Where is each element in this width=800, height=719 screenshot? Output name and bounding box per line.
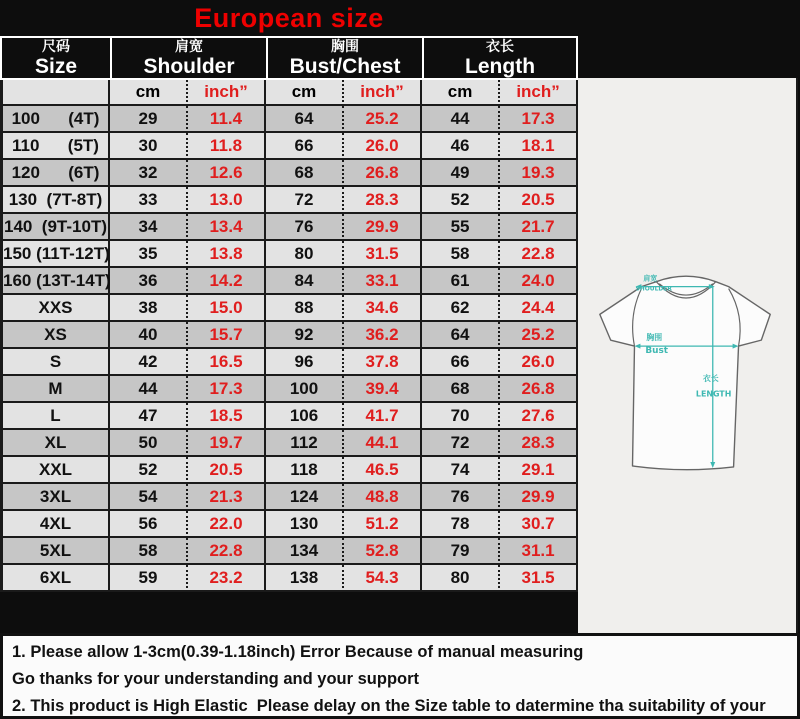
inch-value: 54.3	[344, 565, 422, 592]
inch-value: 20.5	[188, 457, 266, 484]
inch-value: 41.7	[344, 403, 422, 430]
size-label: S	[0, 349, 110, 376]
size-label: 140 (9T-10T)	[0, 214, 110, 241]
cm-value: 138	[266, 565, 344, 592]
unit-bust-cm: cm	[266, 80, 344, 106]
inch-value: 30.7	[500, 511, 578, 538]
cm-value: 38	[110, 295, 188, 322]
inch-value: 34.6	[344, 295, 422, 322]
inch-value: 26.0	[500, 349, 578, 376]
size-label: 4XL	[0, 511, 110, 538]
inch-value: 13.0	[188, 187, 266, 214]
column-header-length-en: Length	[465, 55, 536, 78]
cm-value: 34	[110, 214, 188, 241]
cm-value: 100	[266, 376, 344, 403]
unit-length-inch: inch”	[500, 80, 578, 106]
inch-value: 29.1	[500, 457, 578, 484]
column-header-shoulder-zh: 肩宽	[175, 38, 203, 54]
cm-value: 42	[110, 349, 188, 376]
cm-value: 50	[110, 430, 188, 457]
bust-label-zh: 胸围	[646, 333, 663, 343]
cm-value: 44	[110, 376, 188, 403]
unit-blank-cell	[0, 80, 110, 106]
cm-value: 76	[266, 214, 344, 241]
cm-value: 68	[422, 376, 500, 403]
shoulder-label-zh: 肩宽	[643, 274, 658, 283]
cm-value: 134	[266, 538, 344, 565]
header-row	[0, 36, 578, 80]
size-label: 6XL	[0, 565, 110, 592]
inch-value: 21.3	[188, 484, 266, 511]
inch-value: 23.2	[188, 565, 266, 592]
measurement-diagram-panel	[578, 78, 798, 633]
cm-value: 130	[266, 511, 344, 538]
inch-value: 13.4	[188, 214, 266, 241]
inch-value: 18.1	[500, 133, 578, 160]
cm-value: 32	[110, 160, 188, 187]
inch-value: 28.3	[344, 187, 422, 214]
table-row	[0, 187, 578, 214]
table-row	[0, 565, 578, 592]
column-header-bust-en: Bust/Chest	[289, 55, 401, 78]
table-row	[0, 403, 578, 430]
cm-value: 84	[266, 268, 344, 295]
table-row	[0, 484, 578, 511]
column-header-length	[422, 36, 578, 80]
table-row	[0, 133, 578, 160]
table-row	[0, 349, 578, 376]
inch-value: 48.8	[344, 484, 422, 511]
inch-value: 25.2	[344, 106, 422, 133]
cm-value: 76	[422, 484, 500, 511]
cm-value: 112	[266, 430, 344, 457]
inch-value: 44.1	[344, 430, 422, 457]
inch-value: 26.8	[344, 160, 422, 187]
column-header-size-en: Size	[34, 55, 78, 78]
inch-value: 13.8	[188, 241, 266, 268]
column-header-size	[0, 36, 110, 80]
inch-value: 15.7	[188, 322, 266, 349]
inch-value: 17.3	[500, 106, 578, 133]
cm-value: 36	[110, 268, 188, 295]
column-header-bust	[266, 36, 422, 80]
cm-value: 66	[266, 133, 344, 160]
cm-value: 118	[266, 457, 344, 484]
cm-value: 124	[266, 484, 344, 511]
cm-value: 46	[422, 133, 500, 160]
column-header-bust-zh: 胸围	[331, 38, 360, 54]
size-label: 5XL	[0, 538, 110, 565]
size-label: XXS	[0, 295, 110, 322]
table-row	[0, 538, 578, 565]
tshirt-outline	[600, 276, 770, 469]
inch-value: 17.3	[188, 376, 266, 403]
table-row	[0, 457, 578, 484]
cm-value: 58	[422, 241, 500, 268]
column-header-size-zh: 尺码	[42, 38, 70, 54]
cm-value: 62	[422, 295, 500, 322]
length-label-en: LENGTH	[695, 389, 732, 399]
cm-value: 44	[422, 106, 500, 133]
cm-value: 54	[110, 484, 188, 511]
inch-value: 36.2	[344, 322, 422, 349]
cm-value: 74	[422, 457, 500, 484]
inch-value: 26.0	[344, 133, 422, 160]
cm-value: 40	[110, 322, 188, 349]
inch-value: 15.0	[188, 295, 266, 322]
cm-value: 106	[266, 403, 344, 430]
size-label: XXL	[0, 457, 110, 484]
unit-row	[0, 80, 578, 106]
cm-value: 92	[266, 322, 344, 349]
inch-value: 14.2	[188, 268, 266, 295]
table-row	[0, 241, 578, 268]
inch-value: 31.1	[500, 538, 578, 565]
unit-shoulder-inch: inch”	[188, 80, 266, 106]
column-header-shoulder-en: Shoulder	[143, 55, 235, 78]
cm-value: 52	[110, 457, 188, 484]
cm-value: 78	[422, 511, 500, 538]
size-label: XS	[0, 322, 110, 349]
cm-value: 68	[266, 160, 344, 187]
inch-value: 37.8	[344, 349, 422, 376]
size-label: 3XL	[0, 484, 110, 511]
cm-value: 61	[422, 268, 500, 295]
cm-value: 56	[110, 511, 188, 538]
inch-value: 29.9	[500, 484, 578, 511]
cm-value: 58	[110, 538, 188, 565]
cm-value: 52	[422, 187, 500, 214]
page-title: European size	[194, 2, 384, 33]
column-header-length-zh: 衣长	[486, 38, 515, 54]
inch-value: 19.7	[188, 430, 266, 457]
cm-value: 55	[422, 214, 500, 241]
size-label: 120 (6T)	[0, 160, 110, 187]
table-row	[0, 376, 578, 403]
note-line-3: 2. This product is High Elastic Please delay on the Size table to datermine tha suitability of your	[12, 697, 766, 715]
unit-shoulder-cm: cm	[110, 80, 188, 106]
cm-value: 66	[422, 349, 500, 376]
size-label: 130 (7T-8T)	[0, 187, 110, 214]
inch-value: 21.7	[500, 214, 578, 241]
inch-value: 22.8	[500, 241, 578, 268]
inch-value: 19.3	[500, 160, 578, 187]
note-line-2: Go thanks for your understanding and your support	[12, 670, 420, 688]
inch-value: 28.3	[500, 430, 578, 457]
cm-value: 49	[422, 160, 500, 187]
tshirt-diagram	[578, 78, 796, 633]
bust-label-en: Bust	[645, 346, 669, 357]
size-label: L	[0, 403, 110, 430]
inch-value: 11.8	[188, 133, 266, 160]
cm-value: 79	[422, 538, 500, 565]
cm-value: 96	[266, 349, 344, 376]
inch-value: 25.2	[500, 322, 578, 349]
title-band	[0, 0, 578, 36]
inch-value: 51.2	[344, 511, 422, 538]
length-label-zh: 衣长	[702, 373, 719, 383]
notes-section	[0, 633, 800, 719]
cm-value: 33	[110, 187, 188, 214]
table-row	[0, 268, 578, 295]
table-row	[0, 214, 578, 241]
table-row	[0, 106, 578, 133]
cm-value: 35	[110, 241, 188, 268]
inch-value: 12.6	[188, 160, 266, 187]
inch-value: 31.5	[344, 241, 422, 268]
size-label: XL	[0, 430, 110, 457]
cm-value: 64	[422, 322, 500, 349]
cm-value: 29	[110, 106, 188, 133]
inch-value: 39.4	[344, 376, 422, 403]
size-label: 160 (13T-14T)	[0, 268, 110, 295]
inch-value: 24.4	[500, 295, 578, 322]
shoulder-label-en: SHOULDER	[635, 285, 672, 293]
size-label: 110 (5T)	[0, 133, 110, 160]
inch-value: 22.0	[188, 511, 266, 538]
size-label: M	[0, 376, 110, 403]
cm-value: 80	[422, 565, 500, 592]
cm-value: 88	[266, 295, 344, 322]
unit-length-cm: cm	[422, 80, 500, 106]
cm-value: 72	[266, 187, 344, 214]
inch-value: 24.0	[500, 268, 578, 295]
table-row	[0, 295, 578, 322]
inch-value: 29.9	[344, 214, 422, 241]
cm-value: 64	[266, 106, 344, 133]
table-row	[0, 430, 578, 457]
inch-value: 18.5	[188, 403, 266, 430]
size-table-body	[0, 106, 578, 592]
cm-value: 30	[110, 133, 188, 160]
table-row	[0, 511, 578, 538]
inch-value: 31.5	[500, 565, 578, 592]
table-row	[0, 160, 578, 187]
unit-bust-inch: inch”	[344, 80, 422, 106]
inch-value: 20.5	[500, 187, 578, 214]
inch-value: 22.8	[188, 538, 266, 565]
inch-value: 52.8	[344, 538, 422, 565]
cm-value: 47	[110, 403, 188, 430]
size-label: 100 (4T)	[0, 106, 110, 133]
cm-value: 70	[422, 403, 500, 430]
size-table	[0, 36, 578, 592]
inch-value: 46.5	[344, 457, 422, 484]
inch-value: 16.5	[188, 349, 266, 376]
inch-value: 11.4	[188, 106, 266, 133]
table-row	[0, 322, 578, 349]
column-header-shoulder	[110, 36, 266, 80]
note-line-1: 1. Please allow 1-3cm(0.39-1.18inch) Error Because of manual measuring	[12, 643, 584, 661]
cm-value: 80	[266, 241, 344, 268]
cm-value: 59	[110, 565, 188, 592]
inch-value: 26.8	[500, 376, 578, 403]
inch-value: 27.6	[500, 403, 578, 430]
size-label: 150 (11T-12T)	[0, 241, 110, 268]
cm-value: 72	[422, 430, 500, 457]
inch-value: 33.1	[344, 268, 422, 295]
